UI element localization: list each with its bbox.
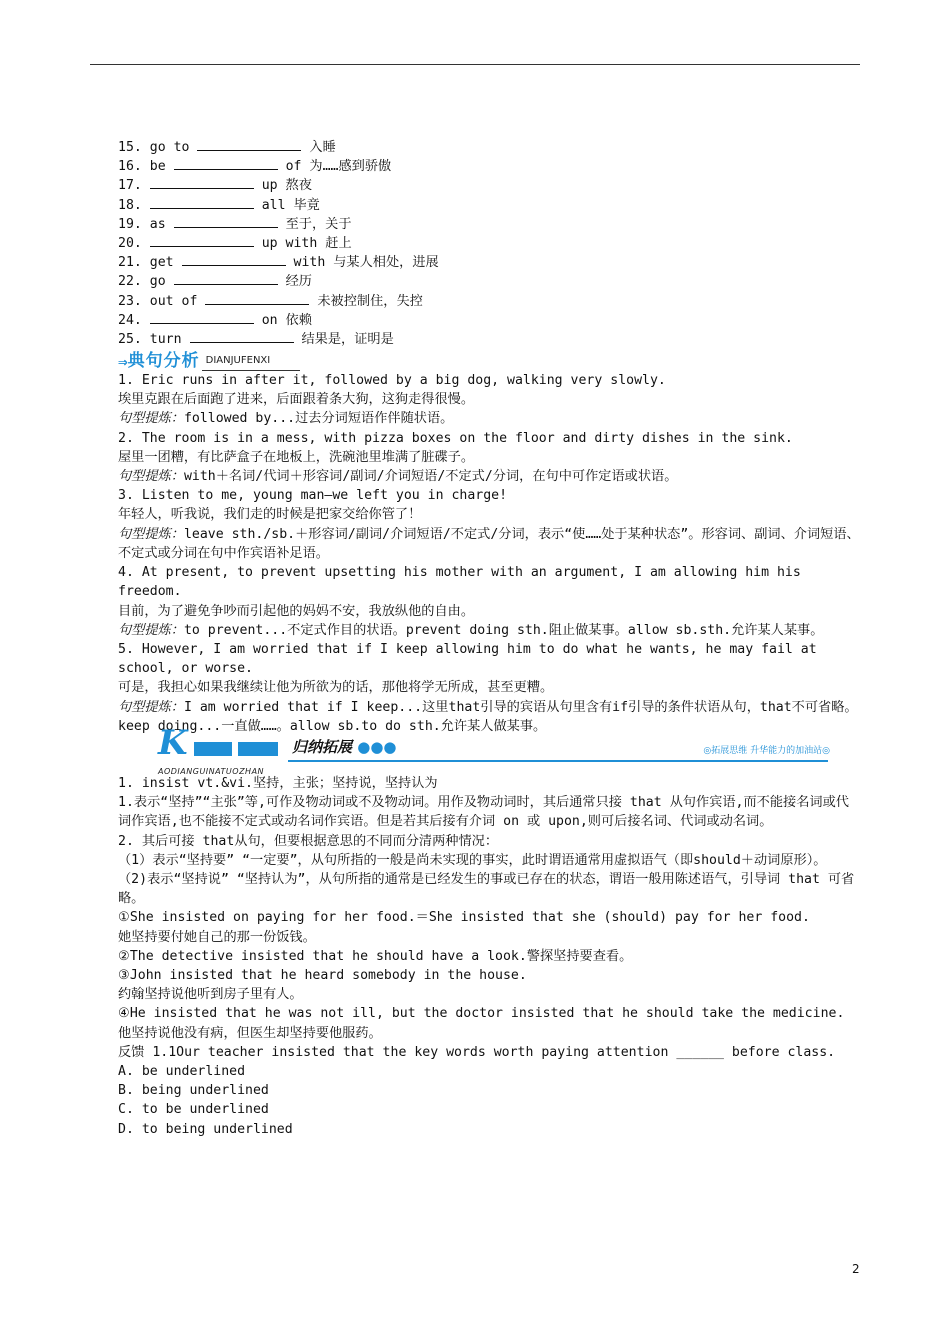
item-suffix: up 熬夜 <box>261 178 312 194</box>
option-c[interactable]: C. to be underlined <box>118 1102 269 1118</box>
item-prefix: be <box>149 159 166 175</box>
sentence-list <box>118 371 860 736</box>
logo-bar <box>194 742 232 756</box>
item-number: 24. <box>118 312 142 328</box>
vocab-item <box>118 292 860 311</box>
example-zh: 她坚持要付她自己的那一份饭钱。 <box>118 929 316 945</box>
item-number: 22. <box>118 274 142 290</box>
item-suffix: 入睡 <box>309 140 336 155</box>
answer-blank[interactable] <box>150 196 254 209</box>
answer-blank[interactable] <box>174 272 278 285</box>
answer-blank[interactable] <box>174 215 278 228</box>
usage-paragraph: 2. 其后可接 that从句，但要根据意思的不同而分清两种情况： <box>118 833 499 849</box>
example-en: ③John insisted that he heard somebody in the house. <box>118 967 527 983</box>
logo-bar <box>238 742 278 756</box>
usage-paragraph: 1.表示“坚持”“主张”等,可作及物动词或不及物动词。用作及物动词时，其后通常只接 that 从句作宾语,而不能接名词或代词作宾语,也不能接不定式或动名词作宾语。但是若其后接有介词 on 或 upon,则可后接名词、代词或动名词。 <box>118 795 849 830</box>
insist-explanation <box>118 774 860 1139</box>
answer-blank[interactable] <box>197 138 301 151</box>
vocab-item <box>118 157 860 176</box>
item-suffix: on 依赖 <box>261 312 312 328</box>
section-rule <box>288 760 828 762</box>
item-prefix: turn <box>149 331 182 347</box>
answer-options <box>118 1062 860 1139</box>
answer-blank[interactable] <box>150 176 254 189</box>
tip-text: with＋名词/代词＋形容词/副词/介词短语/不定式/分词，在句中可作定语或状语。 <box>183 469 678 485</box>
example-en: ④He insisted that he was not ill, but the doctor insisted that he should take the medicine. <box>118 1006 845 1022</box>
item-suffix: 结果是，证明是 <box>301 331 394 347</box>
k-letter: K <box>158 722 188 763</box>
arrow-icon: ⇒ <box>118 351 128 371</box>
example-en: ①She insisted on paying for her food.＝She insisted that she (should) pay for her food. <box>118 910 810 926</box>
sentence-block <box>118 371 860 429</box>
item-prefix: as <box>149 216 166 232</box>
tip-text: followed by...过去分词短语作伴随状语。 <box>183 411 454 427</box>
pattern-tip <box>118 467 860 486</box>
tip-label: 句型提炼： <box>118 469 184 485</box>
item-suffix: 未被控制住，失控 <box>317 293 423 309</box>
sentence-block <box>118 429 860 487</box>
usage-paragraph: （1）表示“坚持要” “一定要”，从句所指的一般是尚未实现的事实，此时谓语通常用虚拟语气（即should＋动词原形）。 <box>118 852 827 868</box>
sentence-zh: 埃里克跟在后面跑了进来，后面跟着条大狗，这狗走得很慢。 <box>118 392 475 408</box>
item-suffix: all 毕竟 <box>261 197 320 213</box>
item-number: 25. <box>118 331 142 347</box>
item-number: 15. <box>118 140 142 155</box>
section-header-sentence-analysis <box>118 349 860 371</box>
tip-text: I am worried that if I keep...这里that引导的宾语从句里含有if引导的条件状语从句，that不可省略。keep doing...一直做……。allow sb.to do sth.允许某人做某事。 <box>118 699 858 734</box>
vocab-item <box>118 330 860 349</box>
section-subtitle: DIANJUFENXI <box>202 351 301 371</box>
item-number: 17. <box>118 178 142 194</box>
answer-blank[interactable] <box>150 311 254 324</box>
tip-label: 句型提炼： <box>118 622 184 638</box>
option-b[interactable]: B. being underlined <box>118 1083 269 1099</box>
tip-label: 句型提炼： <box>118 699 184 715</box>
entry-heading: 1. insist vt.&vi.坚持，主张；坚持说，坚持认为 <box>118 775 438 791</box>
pattern-tip <box>118 698 860 736</box>
sentence-zh: 年轻人，听我说，我们走的时候是把家交给你管了！ <box>118 507 422 523</box>
section-logo <box>158 722 288 763</box>
sentence-en: 5. However, I am worried that if I keep allowing him to do what he wants, he may fail at school, or worse. <box>118 641 817 677</box>
item-suffix: up with 赶上 <box>261 235 352 251</box>
sentence-en: 1. Eric runs in after it, followed by a big dog, walking very slowly. <box>118 373 666 389</box>
pattern-tip <box>118 525 860 563</box>
example-zh: 他坚持说他没有病，但医生却坚持要他服药。 <box>118 1025 382 1041</box>
sentence-block <box>118 563 860 640</box>
section-header-summary-extension <box>118 722 860 778</box>
item-suffix: 经历 <box>285 274 312 290</box>
tip-label: 句型提炼： <box>118 411 184 427</box>
page-number: 2 <box>852 1262 860 1276</box>
sentence-en: 3. Listen to me, young man—we left you in charge! <box>118 488 508 504</box>
vocab-item <box>118 196 860 215</box>
vocab-list <box>118 138 860 349</box>
vocab-item <box>118 138 860 157</box>
header-rule <box>90 64 860 65</box>
pattern-tip <box>118 409 860 428</box>
dots-icon: ●●● <box>357 737 397 756</box>
section-subtitle: AODIANGUINATUOZHAN <box>158 766 265 776</box>
item-number: 18. <box>118 197 142 213</box>
sentence-zh: 可是，我担心如果我继续让他为所欲为的话，那他将学无所成，甚至更糟。 <box>118 680 554 696</box>
answer-blank[interactable] <box>150 234 254 247</box>
vocab-item <box>118 176 860 195</box>
item-suffix: 至于，关于 <box>285 216 352 232</box>
section-title <box>292 738 397 757</box>
option-d[interactable]: D. to being underlined <box>118 1121 293 1137</box>
item-number: 16. <box>118 159 142 175</box>
vocab-item <box>118 234 860 253</box>
tip-text: to prevent...不定式作目的状语。prevent doing sth.阻止做某事。allow sb.sth.允许某人某事。 <box>183 622 824 638</box>
page-content <box>118 138 860 1139</box>
section-slogan: ◎拓展思维 升华能力的加油站◎ <box>703 745 830 756</box>
sentence-zh: 屋里一团糟，有比萨盒子在地板上，洗碗池里堆满了脏碟子。 <box>118 449 475 465</box>
item-number: 20. <box>118 235 142 251</box>
vocab-item <box>118 215 860 234</box>
example-list <box>118 908 860 1042</box>
item-suffix: of 为……感到骄傲 <box>285 159 392 175</box>
item-number: 23. <box>118 293 142 309</box>
item-prefix: go <box>149 274 166 290</box>
answer-blank[interactable] <box>205 292 309 305</box>
tip-text: leave sth./sb.＋形容词/副词/介词短语/不定式/分词，表示“使……处于某种状态”。形容词、副词、介词短语、不定式或分词在句中作宾语补足语。 <box>118 526 860 561</box>
usage-paragraph: （2)表示“坚持说” “坚持认为”，从句所指的通常是已经发生的事或已存在的状态，谓语一般用陈述语气，引导词 that 可省略。 <box>118 871 855 907</box>
vocab-item <box>118 253 860 272</box>
tip-label: 句型提炼： <box>118 526 184 542</box>
sentence-block <box>118 486 860 563</box>
item-number: 21. <box>118 255 142 271</box>
example-zh: 约翰坚持说他听到房子里有人。 <box>118 987 303 1003</box>
sentence-en: 4. At present, to prevent upsetting his mother with an argument, I am allowing him his freedom. <box>118 565 801 600</box>
sentence-zh: 目前，为了避免争吵而引起他的妈妈不安，我放纵他的自由。 <box>118 603 475 619</box>
item-prefix: out of <box>149 293 198 309</box>
answer-blank[interactable] <box>174 157 278 170</box>
option-a[interactable]: A. be underlined <box>118 1063 246 1079</box>
vocab-item <box>118 311 860 330</box>
item-number: 19. <box>118 216 142 232</box>
answer-blank[interactable] <box>182 253 286 266</box>
section-title-text: 归纳拓展 <box>292 737 353 756</box>
item-prefix: get <box>149 255 174 271</box>
item-prefix: go to <box>149 140 190 155</box>
example-en: ②The detective insisted that he should have a look.警探坚持要查看。 <box>118 948 633 964</box>
answer-blank[interactable] <box>190 330 294 343</box>
section-title: 典句分析 <box>127 350 200 371</box>
vocab-item <box>118 272 860 291</box>
sentence-en: 2. The room is in a mess, with pizza boxes on the floor and dirty dishes in the sink. <box>118 430 793 446</box>
sentence-block <box>118 640 860 736</box>
pattern-tip <box>118 621 860 640</box>
feedback-question: 反馈 1.1Our teacher insisted that the key words worth paying attention ______ before class. <box>118 1044 836 1060</box>
item-suffix: with 与某人相处，进展 <box>293 255 439 271</box>
